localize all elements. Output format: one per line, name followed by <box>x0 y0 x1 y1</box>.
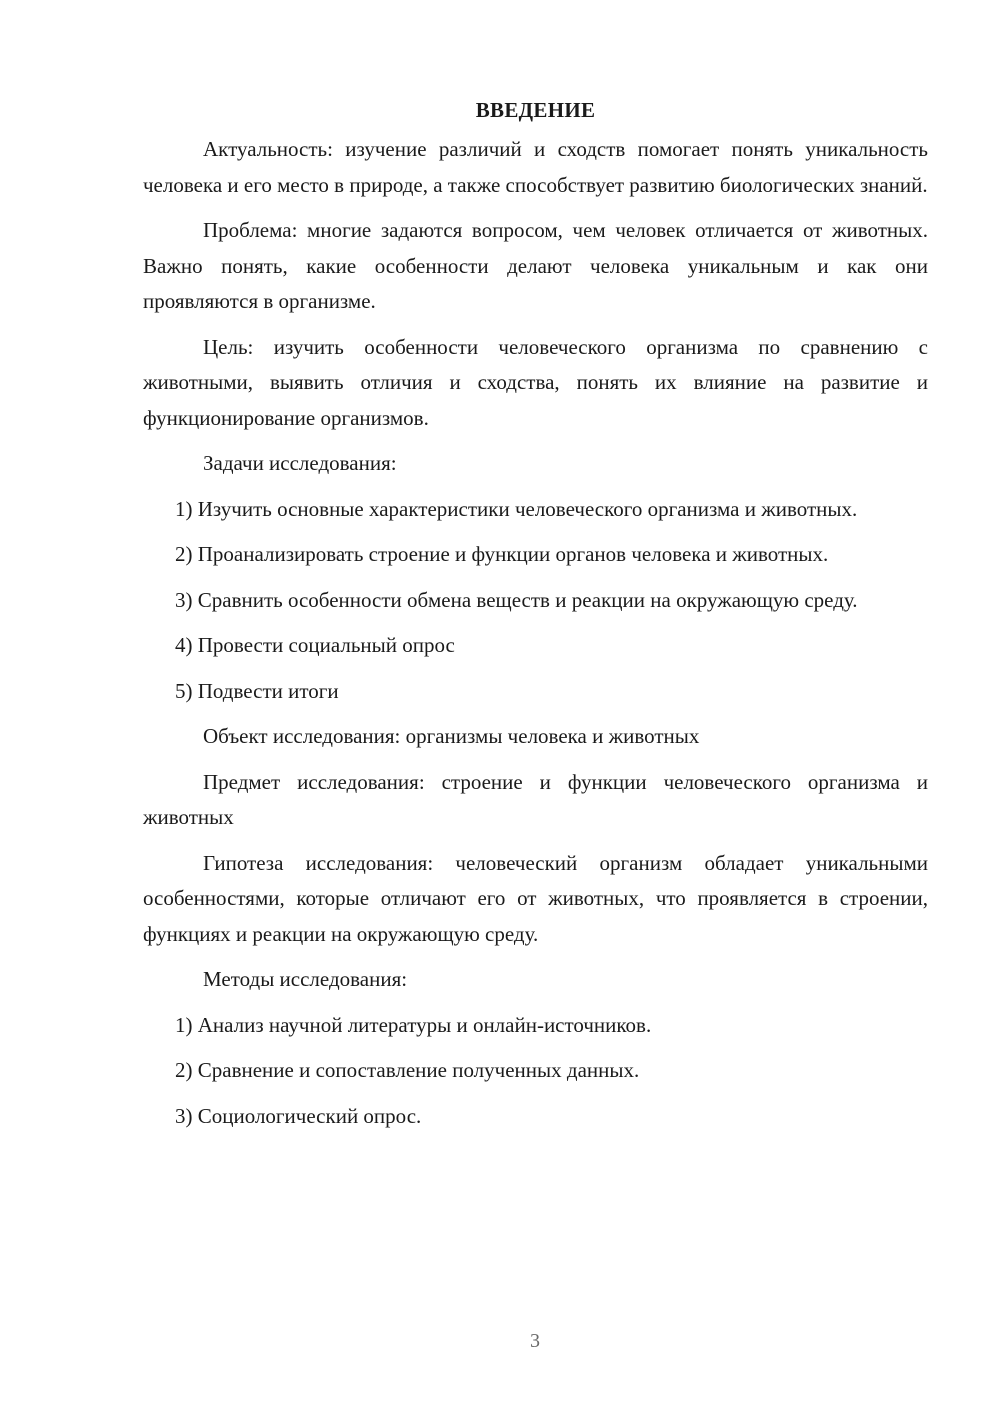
method-item: 3) Социологический опрос. <box>175 1103 422 1128</box>
page-number: 3 <box>530 1330 540 1352</box>
method-item: 1) Анализ научной литературы и онлайн-источников. <box>175 1012 652 1037</box>
paragraph-tasks-heading: Задачи исследования: <box>203 451 397 475</box>
section-title: ВВЕДЕНИЕ <box>475 98 596 122</box>
task-item: 2) Проанализировать строение и функции органов человека и животных. <box>175 542 829 566</box>
paragraph-problem: Проблема: многие задаются вопросом, чем человек отличается от животных. Важно понять, какие особенности делают человека уникальным и как они проявляются в организме. <box>143 218 928 313</box>
paragraph-subject: Предмет исследования: строение и функции человеческого организма и животных <box>143 769 928 829</box>
task-item: 1) Изучить основные характеристики человеческого организма и животных. <box>175 496 858 521</box>
paragraph-relevance: Актуальность: изучение различий и сходств помогает понять уникальность человека и его место в природе, а также способствует развитию биологических знаний. <box>143 137 928 197</box>
method-item: 2) Сравнение и сопоставление полученных данных. <box>175 1058 640 1082</box>
paragraph-object: Объект исследования: организмы человека и животных <box>203 724 700 748</box>
paragraph-hypothesis: Гипотеза исследования: человеческий организм обладает уникальными особенностями, которые отличают его от животных, что проявляется в строении, функциях и реакции на окружающую среду. <box>143 850 928 946</box>
task-item: 3) Сравнить особенности обмена веществ и реакции на окружающую среду. <box>175 587 858 612</box>
task-item: 5) Подвести итоги <box>175 678 339 703</box>
paragraph-goal: Цель: изучить особенности человеческого организма по сравнению с животными, выявить отличия и сходства, понять их влияние на развитие и функционирование организмов. <box>143 334 928 430</box>
task-item: 4) Провести социальный опрос <box>175 633 455 657</box>
paragraph-methods-heading: Методы исследования: <box>203 967 408 991</box>
document-page <box>143 92 928 1144</box>
